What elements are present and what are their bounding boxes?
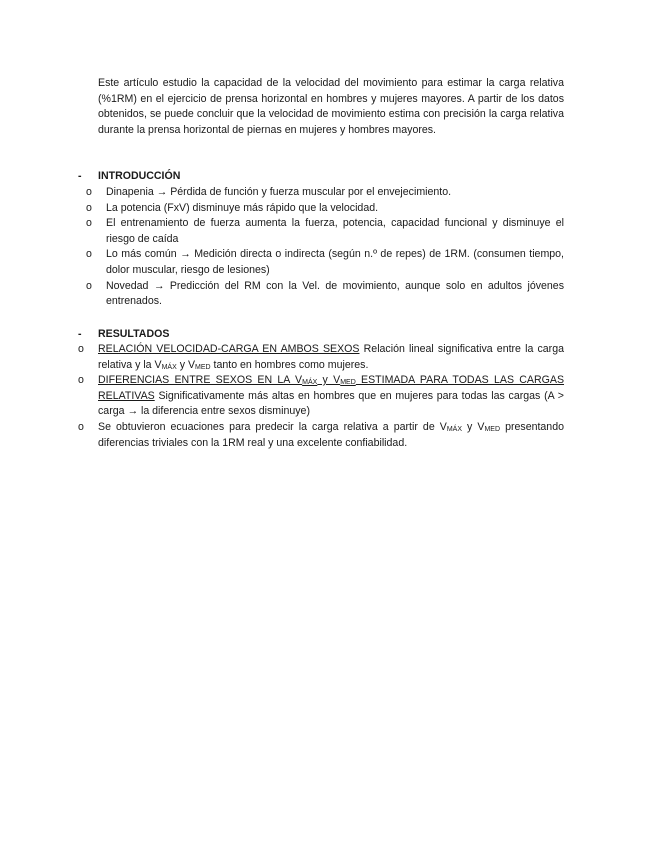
bullet-marker: o bbox=[86, 248, 92, 261]
list-item-text: Relación lineal significativa entre la carga relativa y la V bbox=[98, 343, 564, 371]
bullet-marker: o bbox=[86, 279, 92, 292]
list-item bbox=[86, 201, 564, 217]
bullet-marker: o bbox=[86, 186, 92, 198]
introduccion-list bbox=[86, 185, 564, 310]
bullet-marker: o bbox=[86, 201, 92, 214]
resultados-heading bbox=[78, 327, 558, 343]
list-item-text: y V bbox=[462, 420, 485, 433]
underlined-subheading: y V bbox=[317, 374, 341, 387]
subscript-max: MÁX bbox=[302, 379, 318, 387]
underlined-subheading: ESTIMADA PARA TODAS LAS CARGAS RELATIVAS bbox=[98, 374, 565, 402]
list-item bbox=[78, 342, 564, 373]
list-item bbox=[78, 420, 564, 451]
underlined-subheading: RELACIÓN VELOCIDAD-CARGA EN AMBOS SEXOS bbox=[98, 343, 360, 355]
bullet-marker: o bbox=[78, 374, 84, 387]
subscript-med: MED bbox=[484, 425, 501, 433]
list-item bbox=[86, 279, 564, 310]
introduccion-heading bbox=[78, 169, 558, 185]
list-item-text: Se obtuvieron ecuaciones para predecir la carga relativa a partir de V bbox=[98, 420, 447, 433]
list-item-text: Dinapenia → Pérdida de función y fuerza muscular por el envejecimiento. bbox=[106, 186, 452, 198]
list-item-text: tanto en hombres como mujeres. bbox=[210, 358, 369, 371]
list-item-text: presentando diferencias triviales con la 1RM real y una excelente confiabilidad. bbox=[98, 420, 564, 449]
section-dash: - bbox=[78, 170, 82, 182]
resultados-title: RESULTADOS bbox=[98, 328, 170, 340]
list-item bbox=[86, 185, 564, 201]
list-item-text: Significativamente más altas en hombres que en mujeres para todas las cargas (A > carga → la diferencia entre sexos disminuye) bbox=[98, 389, 564, 418]
section-dash: - bbox=[78, 328, 82, 340]
list-item-text: La potencia (FxV) disminuye más rápido que la velocidad. bbox=[106, 201, 379, 214]
list-item bbox=[86, 247, 564, 278]
subscript-max: MÁX bbox=[446, 425, 462, 433]
list-item bbox=[78, 373, 565, 420]
bullet-marker: o bbox=[78, 343, 84, 355]
summary-paragraph: Este artículo estudio la capacidad de la velocidad del movimiento para estimar la carga relativa (%1RM) en el ejercicio de prensa horizontal en hombres y mujeres mayores. A partir de los datos obtenidos, se puede concluir que la velocidad de movimiento estima con precisión la carga relativa durante la prensa horizontal de piernas en mujeres y hombres mayores. bbox=[98, 77, 564, 136]
bullet-marker: o bbox=[86, 217, 92, 230]
introduccion-title: INTRODUCCIÓN bbox=[98, 170, 181, 182]
underlined-subheading: DIFERENCIAS ENTRE SEXOS EN LA V bbox=[98, 374, 303, 387]
list-item-text: El entrenamiento de fuerza aumenta la fuerza, potencia, capacidad funcional y disminuye el riesgo de caída bbox=[106, 217, 564, 245]
resultados-list bbox=[78, 342, 565, 451]
subscript-med: MED bbox=[340, 379, 356, 387]
list-item-text: Lo más común → Medición directa o indirecta (según n.º de repes) de 1RM. (consumen tiempo, dolor muscular, riesgo de lesiones) bbox=[106, 248, 564, 276]
list-item bbox=[86, 216, 564, 247]
bullet-marker: o bbox=[78, 420, 84, 433]
list-item-text: y V bbox=[176, 358, 196, 371]
list-item-text: Novedad → Predicción del RM con la Vel. de movimiento, aunque solo en adultos jóvenes entrenados. bbox=[106, 279, 564, 308]
subscript-med: MED bbox=[195, 363, 211, 371]
subscript-max: MÁX bbox=[161, 363, 177, 371]
